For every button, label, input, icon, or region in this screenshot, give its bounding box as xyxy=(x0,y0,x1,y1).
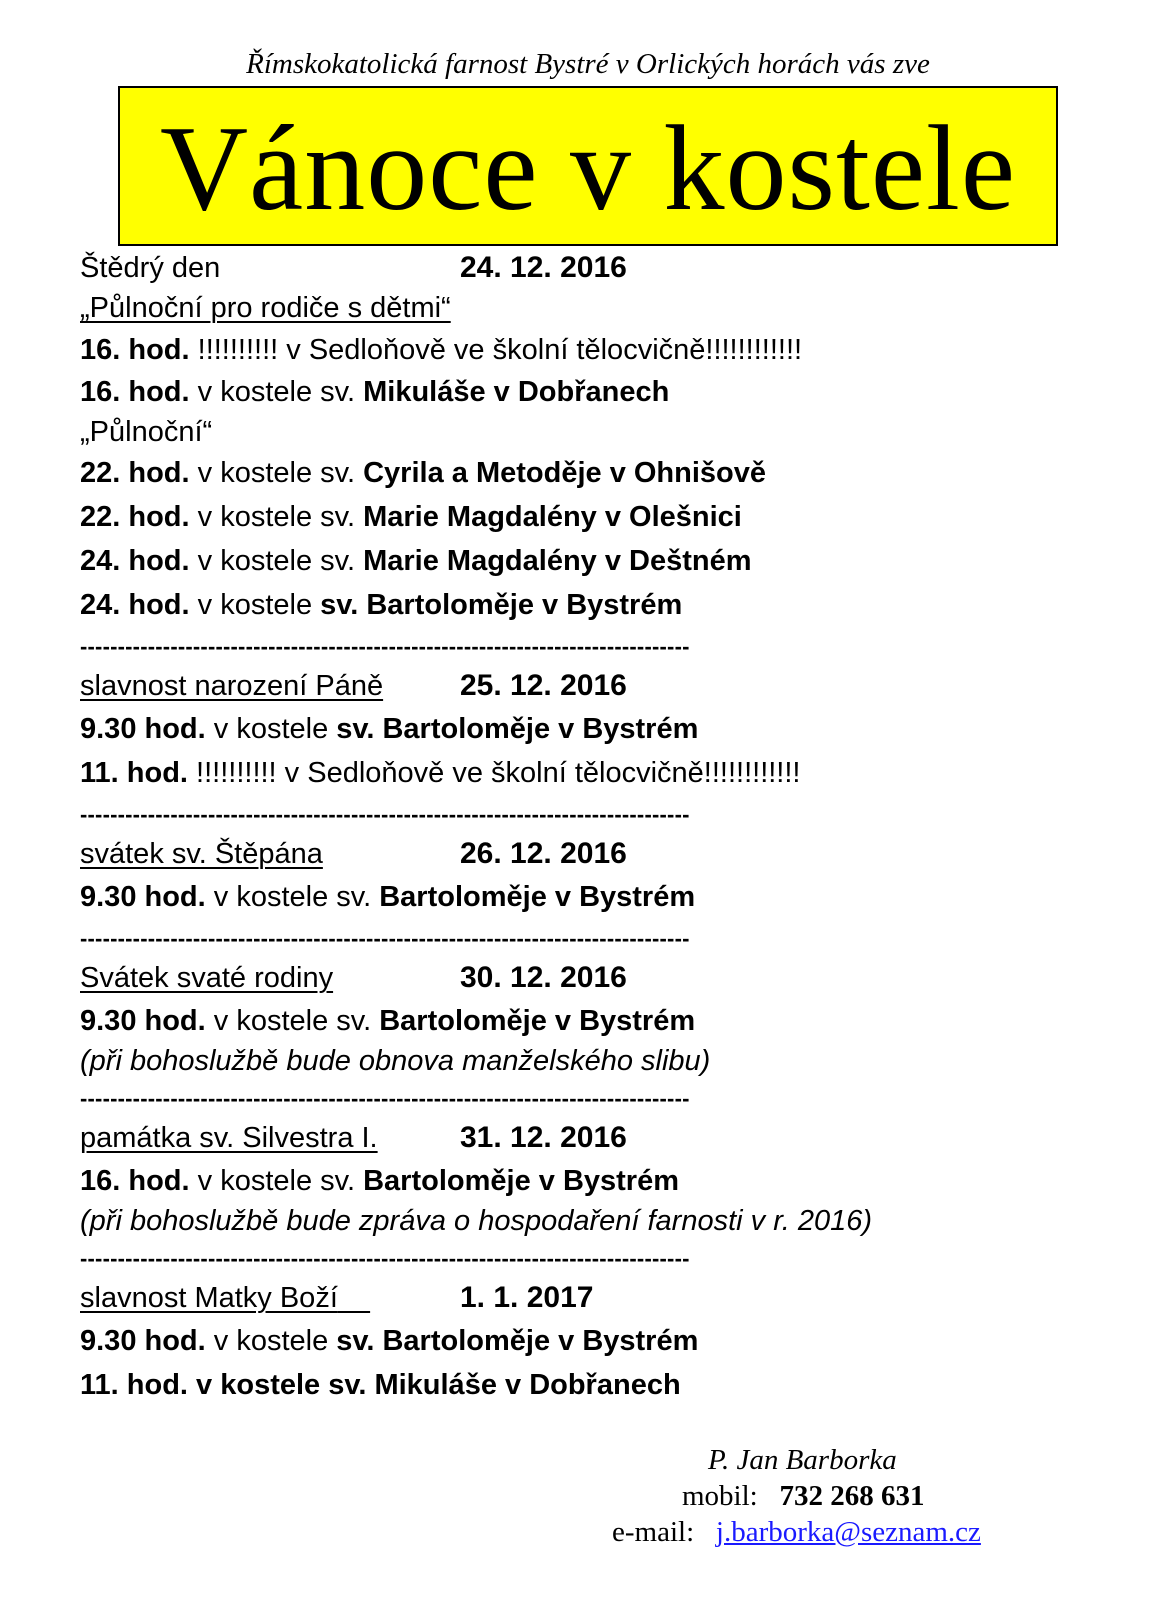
schedule-line: 24. hod. v kostele sv. Marie Magdalény v Deštném xyxy=(80,545,752,577)
date-holy-family: 30. 12. 2016 xyxy=(460,961,627,994)
schedule-line: 22. hod. v kostele sv. Cyrila a Metoděje v Ohnišově xyxy=(80,457,767,489)
schedule-line: 16. hod. v kostele sv. Bartoloměje v Bystrém xyxy=(80,1165,680,1197)
day-label-nativity: slavnost narození Páně xyxy=(80,670,384,702)
section-label-family-mass: „Půlnoční pro rodiče s dětmi“ xyxy=(80,292,451,324)
schedule-line: 16. hod. v kostele sv. Mikuláše v Dobřanech xyxy=(80,376,670,408)
day-label-holy-family: Svátek svaté rodiny xyxy=(80,962,334,994)
schedule-line: 9.30 hod. v kostele sv. Bartoloměje v Bystrém xyxy=(80,1005,696,1037)
separator: --------------------------------------------------------------------------------- xyxy=(80,634,690,659)
contact-mobile: mobil: 732 268 631 xyxy=(682,1480,925,1512)
email-link[interactable]: j.barborka@seznam.cz xyxy=(715,1516,981,1548)
title-banner xyxy=(118,86,1058,246)
page-title: Vánoce v kostele xyxy=(159,101,1017,236)
schedule-note: (při bohoslužbě bude zpráva o hospodaření farnosti v r. 2016) xyxy=(80,1205,873,1237)
separator: --------------------------------------------------------------------------------- xyxy=(80,1246,690,1271)
schedule-line: 11. hod. v kostele sv. Mikuláše v Dobřanech xyxy=(80,1369,681,1401)
day-label-st-stephen: svátek sv. Štěpána xyxy=(80,838,323,870)
separator: --------------------------------------------------------------------------------- xyxy=(80,1086,690,1111)
day-label-mother-of-god: slavnost Matky Boží xyxy=(80,1282,338,1314)
schedule-line: 11. hod. !!!!!!!!!! v Sedloňově ve školní tělocvičně!!!!!!!!!!!! xyxy=(80,757,801,789)
schedule-line: 16. hod. !!!!!!!!!! v Sedloňově ve školní tělocvičně!!!!!!!!!!!! xyxy=(80,334,803,366)
day-label-st-sylvester: památka sv. Silvestra I. xyxy=(80,1122,378,1154)
schedule-line: 9.30 hod. v kostele sv. Bartoloměje v Bystrém xyxy=(80,881,696,913)
date-mother-of-god: 1. 1. 2017 xyxy=(460,1281,594,1314)
date-nativity: 25. 12. 2016 xyxy=(460,669,627,702)
invitation-line: Římskokatolická farnost Bystré v Orlických horách vás zve xyxy=(246,48,930,80)
date-st-stephen: 26. 12. 2016 xyxy=(460,837,627,870)
schedule-line: 9.30 hod. v kostele sv. Bartoloměje v Bystrém xyxy=(80,1325,699,1357)
separator: --------------------------------------------------------------------------------- xyxy=(80,802,690,827)
separator: --------------------------------------------------------------------------------- xyxy=(80,926,690,951)
schedule-line: 24. hod. v kostele sv. Bartoloměje v Bystrém xyxy=(80,589,683,621)
signature-name: P. Jan Barborka xyxy=(708,1444,897,1476)
section-label-midnight-mass: „Půlnoční“ xyxy=(80,416,213,448)
schedule-line: 22. hod. v kostele sv. Marie Magdalény v Olešnici xyxy=(80,501,742,533)
schedule-line: 9.30 hod. v kostele sv. Bartoloměje v Bystrém xyxy=(80,713,699,745)
contact-email: e-mail: j.barborka@seznam.cz xyxy=(612,1516,981,1548)
date-st-sylvester: 31. 12. 2016 xyxy=(460,1121,627,1154)
day-label-christmas-eve: Štědrý den xyxy=(80,252,221,284)
schedule-note: (při bohoslužbě bude obnova manželského slibu) xyxy=(80,1045,711,1077)
date-christmas-eve: 24. 12. 2016 xyxy=(460,251,627,284)
